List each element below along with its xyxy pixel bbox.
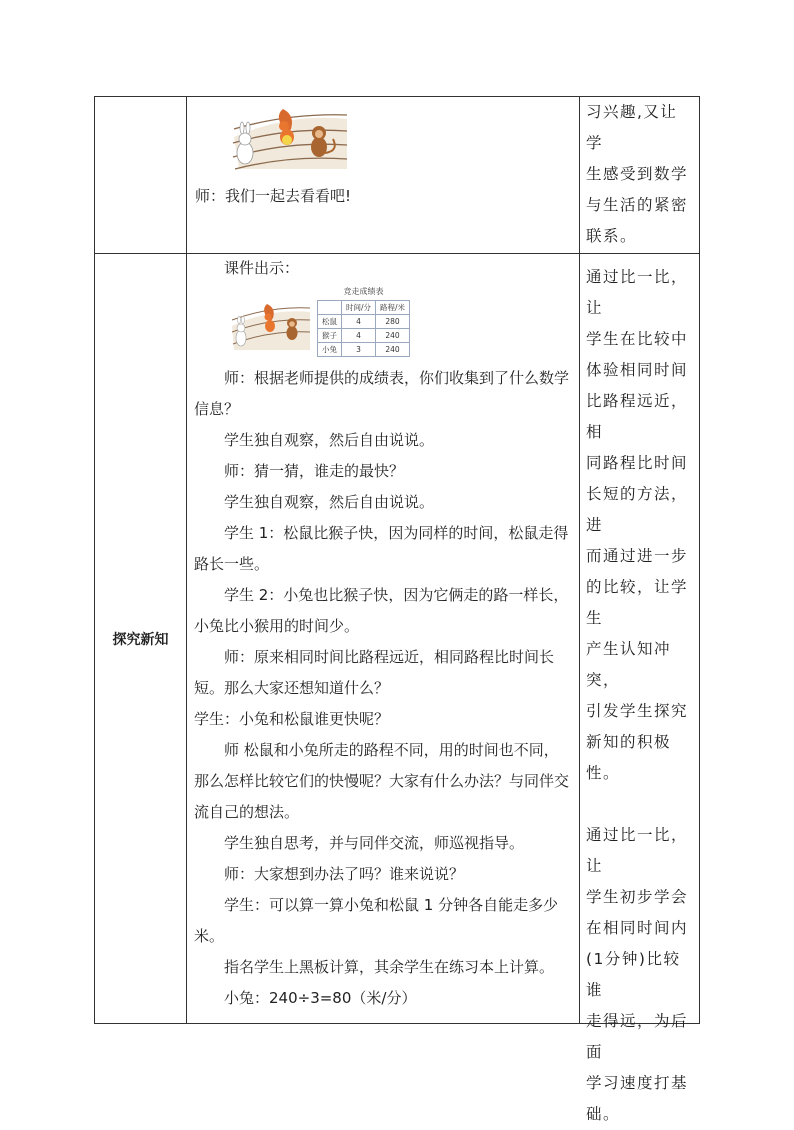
score-table-cell: 280 [376, 315, 410, 329]
lesson-line: 小兔：240÷3=80（米/分） [224, 989, 417, 1007]
row2-remark-cell [580, 254, 700, 1123]
lesson-line: 师：猜一猜，谁走的最快？ [224, 462, 405, 480]
lesson-line: 师：根据老师提供的成绩表，你们收集到了什么数学信息？ [194, 369, 570, 418]
score-table-header: 时间/分 [342, 301, 376, 315]
courseware-figure [194, 284, 573, 363]
remark-line: 在相同时间内 [586, 919, 689, 937]
lesson-line: 学生 2：小兔也比猴子快，因为它俩走的路一样长，小兔比小猴用的时间少。 [194, 586, 569, 635]
remark-line: 学生初步学会 [586, 888, 689, 906]
lesson-line: 学生 1：松鼠比猴子快，因为同样的时间，松鼠走得路长一些。 [194, 524, 569, 573]
remark-line: 体验相同时间 [586, 361, 689, 379]
score-table-row [318, 343, 410, 357]
remark-line: 与生活的紧密 [586, 196, 689, 214]
section-cell [95, 254, 186, 1024]
section-title: 探究新知 [112, 632, 169, 648]
lesson-line: 学生独自观察，然后自由说说。 [224, 431, 435, 449]
score-table-row [318, 329, 410, 343]
score-table-cell: 松鼠 [318, 315, 342, 329]
remark-line: 产生认知冲突， [586, 640, 672, 689]
score-table-cell: 240 [376, 329, 410, 343]
row1-content-cell [187, 97, 579, 253]
lesson-line: 学生：可以算一算小兔和松鼠 1 分钟各自能走多少米。 [194, 896, 559, 945]
score-table-cell: 3 [342, 343, 376, 357]
teacher-line: 师：我们一起去看看吧! [195, 187, 352, 205]
lesson-line: 师 松鼠和小兔所走的路程不同，用的时间也不同，那么怎样比较它们的快慢呢？大家有什么办法？与同伴交流自己的想法。 [194, 741, 570, 821]
courseware-label: 课件出示： [224, 259, 300, 277]
score-table-header [318, 301, 342, 315]
score-table-title: 竞走成绩表 [343, 287, 384, 296]
remark-line: 同路程比时间 [586, 454, 689, 472]
row1-remark-cell [580, 97, 700, 253]
score-table-cell: 小兔 [318, 343, 342, 357]
remark-line: 通过比一比，让 [586, 268, 689, 317]
discussion-paragraphs [194, 363, 573, 1014]
remark-line: 比路程远近，相 [586, 392, 689, 441]
lesson-line: 师：原来相同时间比路程远近，相同路程比时间长短。那么大家还想知道什么？ [194, 648, 555, 697]
remark-line: 长短的方法，进 [586, 485, 689, 534]
remark-block-2 [586, 820, 694, 1130]
remark-line: 的比较，让学生 [586, 578, 689, 627]
lesson-plan-table [94, 96, 700, 1123]
score-table-grid [317, 300, 410, 357]
remark-line: 而通过进一步 [586, 547, 689, 565]
remark-line: 习兴趣,又让学 [586, 103, 678, 152]
lesson-line: 学生独自思考，并与同伴交流，师巡视指导。 [224, 834, 525, 852]
animals-race-illustration [229, 107, 349, 173]
remark-line: 联系。 [586, 227, 638, 245]
score-table-cell: 4 [342, 315, 376, 329]
remark-line: 础。 [586, 1105, 621, 1123]
score-table-row [318, 315, 410, 329]
score-table [317, 286, 410, 357]
animals-race-small-illustration [230, 302, 312, 352]
score-table-cell: 240 [376, 343, 410, 357]
remark-line: 生感受到数学 [586, 165, 689, 183]
remark-line: (1分钟)比较谁 [586, 950, 681, 999]
remark-line: 新知的积极性。 [586, 733, 672, 782]
lesson-line: 学生：小兔和松鼠谁更快呢？ [194, 710, 390, 728]
remark-line: 走得远，为后面 [586, 1012, 689, 1061]
remark-line: 通过比一比，让 [586, 826, 689, 875]
remark-line: 学习速度打基 [586, 1074, 689, 1092]
lesson-line: 指名学生上黑板计算，其余学生在练习本上计算。 [224, 958, 555, 976]
score-table-cell: 猴子 [318, 329, 342, 343]
score-table-header: 路程/米 [376, 301, 410, 315]
remark-block-1 [586, 262, 694, 789]
lesson-line: 学生独自观察，然后自由说说。 [224, 493, 435, 511]
row2-content-cell [187, 254, 579, 1024]
remark-line: 引发学生探究 [586, 702, 689, 720]
lesson-line: 师：大家想到办法了吗？谁来说说？ [224, 865, 465, 883]
score-table-cell: 4 [342, 329, 376, 343]
remark-line: 学生在比较中 [586, 330, 689, 348]
